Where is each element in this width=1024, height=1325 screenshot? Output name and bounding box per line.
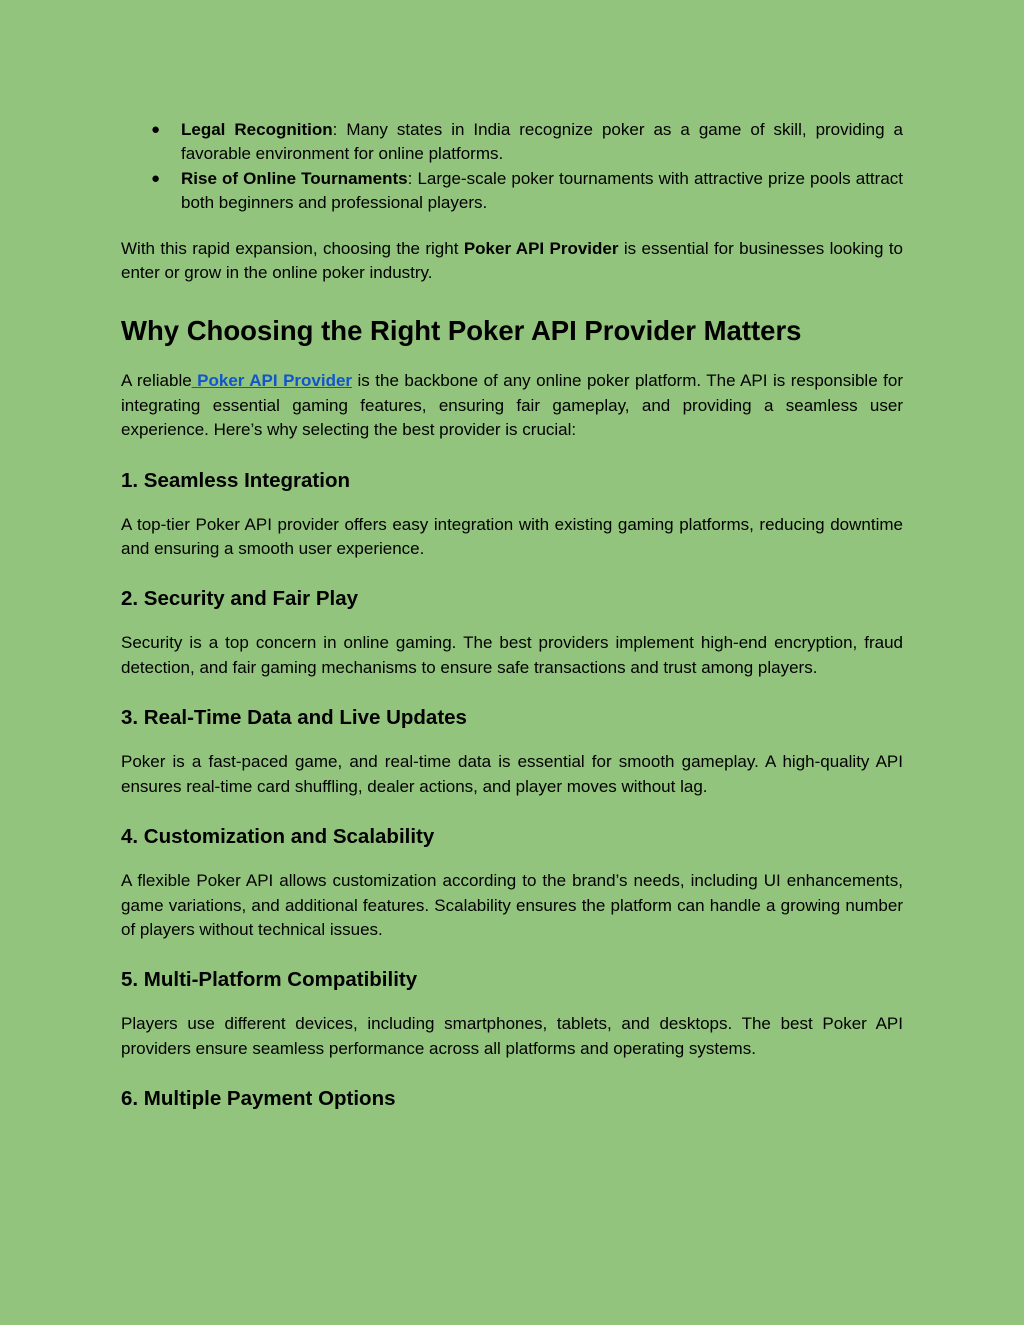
subsection-title: 3. Real-Time Data and Live Updates xyxy=(121,706,467,730)
subsection-title: 2. Security and Fair Play xyxy=(121,587,358,611)
subsection-title: 1. Seamless Integration xyxy=(121,468,351,492)
section-heading: Why Choosing the Right Poker API Provider Matters xyxy=(121,315,802,347)
bullet-text: : Many states in India recognize poker as a game of skill, providing a favorable environment for online platforms. xyxy=(181,120,903,164)
reliable-text: A reliable xyxy=(121,371,192,391)
intro-paragraph xyxy=(121,237,903,286)
subsection-body: Poker is a fast-paced game, and real-time data is essential for smooth gameplay. A high-quality API ensures real-time card shuffling, dealer actions, and player moves without lag. xyxy=(121,752,903,796)
intro-text: With this rapid expansion, choosing the right xyxy=(121,238,464,258)
poker-api-provider-link[interactable]: Poker API Provider xyxy=(191,371,353,391)
reliable-text-end: is the backbone of any online poker platform. The API is responsible for integrating essential gaming features, ensuring fair gameplay, and providing a seamless user experience. Here’s why selecting the best provider is crucial: xyxy=(121,371,903,440)
reliable-paragraph xyxy=(121,369,903,442)
list-item xyxy=(121,167,903,216)
market-factors-list xyxy=(121,118,903,216)
bullet-term: Rise of Online Tournaments xyxy=(181,168,408,188)
list-item xyxy=(121,118,903,167)
subsection-title: 6. Multiple Payment Options xyxy=(121,1087,396,1111)
subsection-body: A flexible Poker API allows customization according to the brand’s needs, including UI enhancements, game variations, and additional features. Scalability ensures the platform can handle a growing number of players without technical issues. xyxy=(121,871,903,939)
intro-text-end: is essential for businesses looking to enter or grow in the online poker industry. xyxy=(121,238,903,283)
subsection-body: Players use different devices, including smartphones, tablets, and desktops. The best Poker API providers ensure seamless performance across all platforms and operating systems. xyxy=(121,1014,903,1058)
bullet-icon: ● xyxy=(151,121,161,138)
bullet-text: : Large-scale poker tournaments with attractive prize pools attract both beginners and professional players. xyxy=(181,168,903,213)
subsection-body: A top-tier Poker API provider offers easy integration with existing gaming platforms, reducing downtime and ensuring a smooth user experience. xyxy=(121,514,903,559)
document-page xyxy=(121,118,903,1112)
subsection-title: 4. Customization and Scalability xyxy=(121,825,435,849)
subsection-body: Security is a top concern in online gaming. The best providers implement high-end encryption, fraud detection, and fair gaming mechanisms to ensure safe transactions and trust among players. xyxy=(121,633,903,677)
bullet-icon: ● xyxy=(151,169,161,187)
intro-bold-text: Poker API Provider xyxy=(463,238,619,258)
bullet-term: Legal Recognition xyxy=(181,120,333,139)
subsection-title: 5. Multi-Platform Compatibility xyxy=(121,968,418,992)
